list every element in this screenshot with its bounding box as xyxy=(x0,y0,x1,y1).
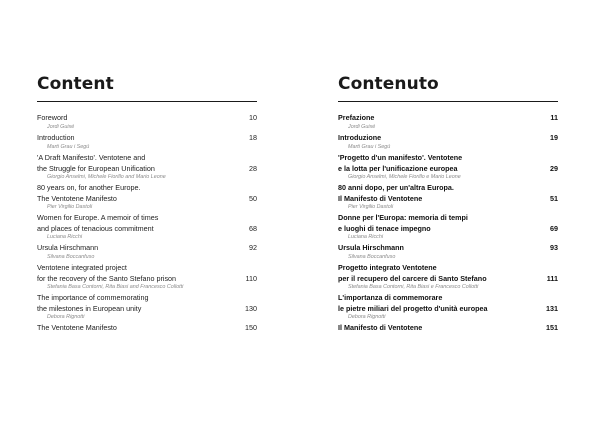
entry-authors: Pier Virgilio Dastoli xyxy=(47,204,93,210)
entry-title-line: The importance of commemorating xyxy=(37,293,149,302)
entry-title-line: The Ventotene Manifesto xyxy=(37,323,117,332)
page-number: 11 xyxy=(550,113,558,122)
entry-title-line: and places of tenacious commitment xyxy=(37,223,154,233)
page-number: 111 xyxy=(546,273,558,283)
entry-title-line: the milestones in European unity xyxy=(37,303,142,313)
page-number: 68 xyxy=(249,223,257,233)
page-number: 69 xyxy=(550,223,558,233)
entry-title-line: the Struggle for European Unification xyxy=(37,163,155,173)
contents-entry[interactable] xyxy=(37,113,257,131)
entry-title-line: Foreword xyxy=(37,113,68,122)
entry-authors: Silvana Boccanfuso xyxy=(348,253,396,260)
entry-authors: Giorgio Anselmi, Michele Fiorillo e Mario Leone xyxy=(348,174,461,180)
contents-entry[interactable] xyxy=(37,133,257,151)
entry-title-line: Progetto integrato Ventotene xyxy=(338,263,437,272)
contents-entry[interactable] xyxy=(37,183,257,211)
contents-entry[interactable] xyxy=(338,153,558,181)
entry-title-line: e luoghi di tenace impegno xyxy=(338,223,431,233)
contents-entry[interactable] xyxy=(338,323,558,334)
heading-rule xyxy=(338,101,558,102)
page-number: 131 xyxy=(546,303,558,313)
contents-entry[interactable] xyxy=(338,113,558,131)
entry-authors: Jordi Guixé xyxy=(348,123,376,130)
page-number: 51 xyxy=(550,193,558,203)
entry-authors: Luciana Ricchi xyxy=(47,234,83,240)
entry-title-line: le pietre miliari del progetto d'unità europea xyxy=(338,303,488,313)
entry-title-line: Il Manifesto di Ventotene xyxy=(338,193,423,203)
page-number: 19 xyxy=(550,133,558,142)
entry-title-line: Ventotene integrated project xyxy=(37,263,127,272)
contenuto-heading: Contenuto xyxy=(338,74,439,94)
page-number: 28 xyxy=(249,163,257,173)
contents-entry[interactable] xyxy=(338,293,558,321)
entry-title-line: Ursula Hirschmann xyxy=(37,243,99,252)
contents-entry[interactable] xyxy=(338,263,558,291)
entry-title-line: 'A Draft Manifesto'. Ventotene and xyxy=(37,153,146,162)
entry-authors: Silvana Boccanfuso xyxy=(47,253,95,260)
entry-title-line: per il recupero del carcere di Santo Stefano xyxy=(338,273,487,283)
entry-title-line: e la lotta per l'unificazione europea xyxy=(338,163,458,173)
entry-title-line: Ursula Hirschmann xyxy=(338,243,404,252)
contents-entry[interactable] xyxy=(338,133,558,151)
page-number: 151 xyxy=(546,323,558,332)
contents-entry[interactable] xyxy=(37,293,257,321)
entry-title-line: Introduction xyxy=(37,133,75,142)
page-number: 50 xyxy=(249,193,257,203)
page-number: 29 xyxy=(550,163,558,173)
contents-heading: Content xyxy=(37,74,114,94)
page-number: 92 xyxy=(249,243,257,252)
entry-authors: Stefania Basa Contorni, Rita Biasi e Francesco Collotti xyxy=(348,284,479,290)
entry-authors: Jordi Guixé xyxy=(47,123,75,130)
contents-entry[interactable] xyxy=(37,323,257,334)
entry-authors: Stefania Basa Contorni, Rita Biasi and Francesco Collotti xyxy=(47,284,184,290)
entry-authors: Pier Virgilio Dastoli xyxy=(348,204,394,210)
entry-authors: Marti Grau i Segú xyxy=(47,143,90,150)
entry-title-line: Introduzione xyxy=(338,133,382,142)
entry-authors: Giorgio Anselmi, Michele Fiorillo and Mario Leone xyxy=(47,174,166,180)
page-number: 130 xyxy=(245,303,257,313)
entry-title-line: 'Progetto d'un manifesto'. Ventotene xyxy=(338,153,463,162)
entry-authors: Luciana Ricchi xyxy=(348,234,384,240)
entry-title-line: L'importanza di commemorare xyxy=(338,293,443,302)
entry-title-line: 80 years on, for another Europe. xyxy=(37,183,141,192)
contents-entry[interactable] xyxy=(37,263,257,291)
entry-title-line: Prefazione xyxy=(338,113,375,122)
entry-title-line: Donne per l'Europa: memoria di tempi xyxy=(338,213,468,222)
entry-title-line: Il Manifesto di Ventotene xyxy=(338,323,423,332)
contents-entry[interactable] xyxy=(338,243,558,261)
contents-entry[interactable] xyxy=(37,153,257,181)
page-number: 18 xyxy=(249,133,257,142)
contents-entry[interactable] xyxy=(338,183,558,211)
entry-authors: Marti Grau i Segú xyxy=(348,143,391,150)
page-number: 10 xyxy=(249,113,257,122)
entry-title-line: 80 anni dopo, per un'altra Europa. xyxy=(338,183,454,192)
page-number: 110 xyxy=(245,273,257,283)
page-number: 150 xyxy=(245,323,257,332)
entry-authors: Debora Rignotti xyxy=(348,314,386,320)
contents-entry[interactable] xyxy=(338,213,558,241)
entry-title-line: for the recovery of the Santo Stefano prison xyxy=(37,273,177,283)
contents-entry[interactable] xyxy=(37,213,257,241)
entry-title-line: The Ventotene Manifesto xyxy=(37,193,117,203)
heading-rule xyxy=(37,101,257,102)
page-number: 93 xyxy=(550,243,558,252)
entry-authors: Debora Rignotti xyxy=(47,314,85,320)
entry-title-line: Women for Europe. A memoir of times xyxy=(37,213,159,222)
contents-entry[interactable] xyxy=(37,243,257,261)
